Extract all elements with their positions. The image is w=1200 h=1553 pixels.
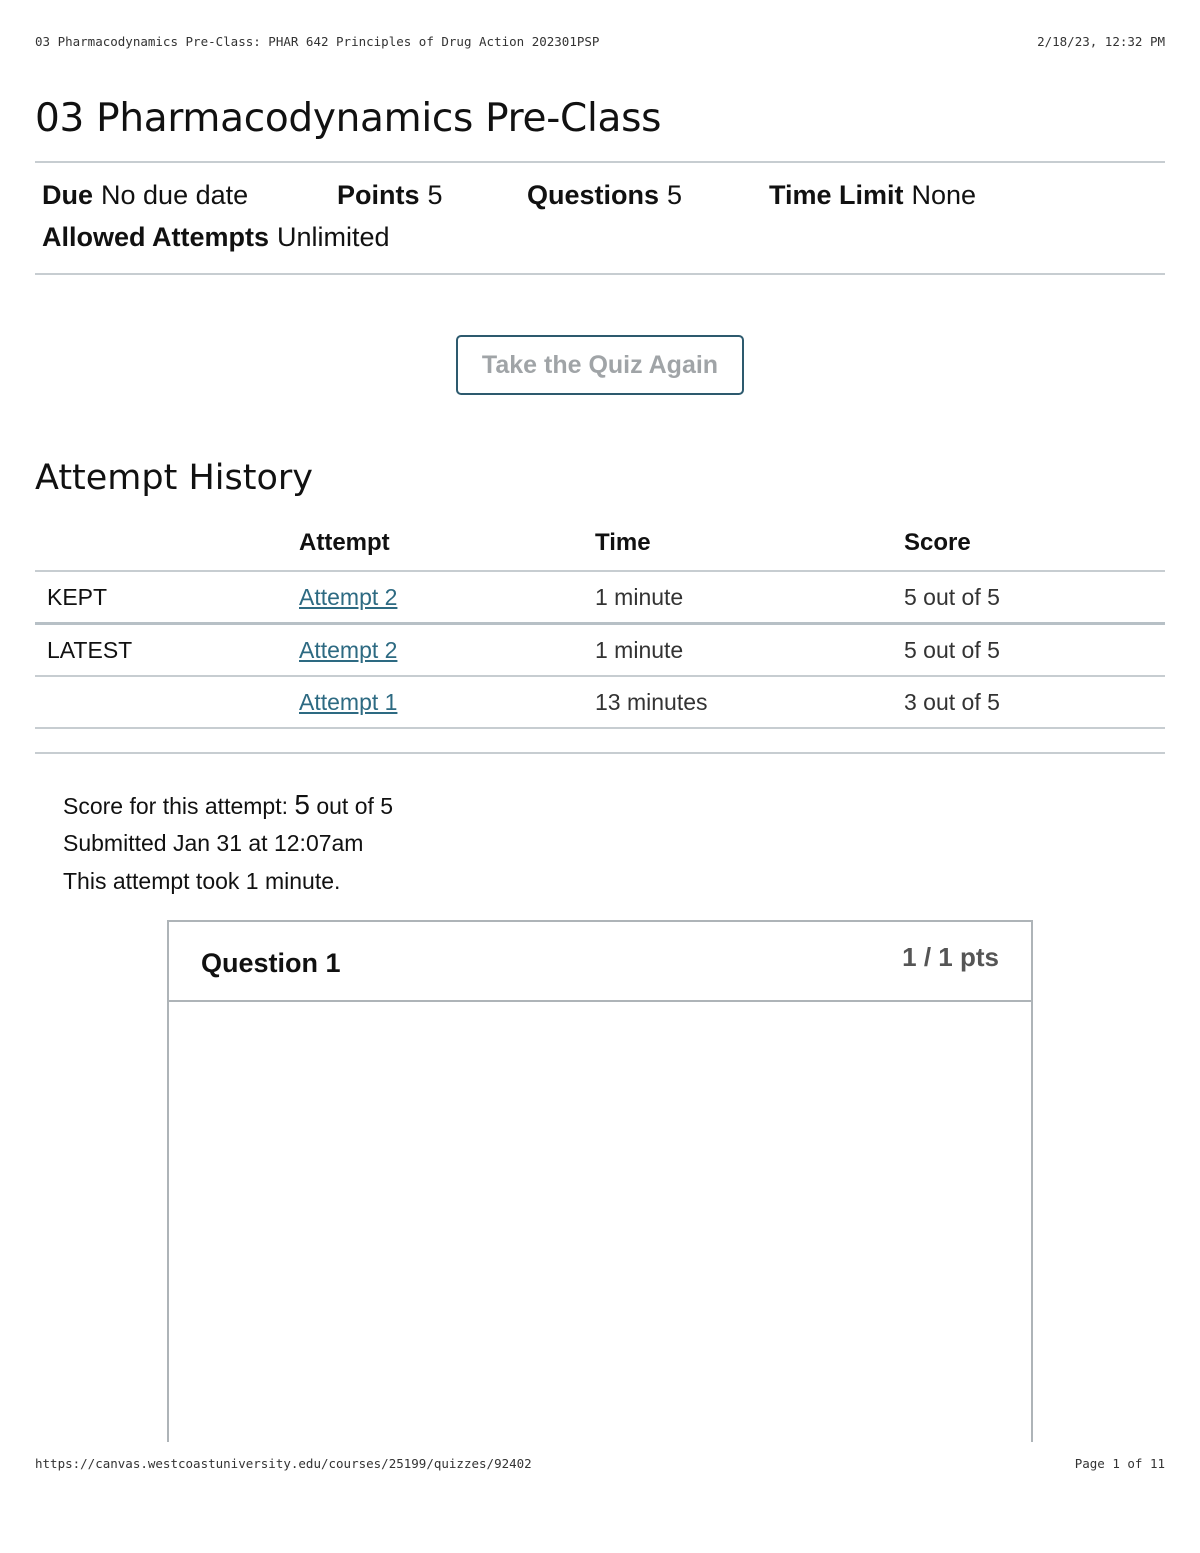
detail-allowed-attempts <box>42 222 390 253</box>
details-divider <box>35 273 1165 275</box>
score-prefix: Score for this attempt: <box>63 793 288 819</box>
row-divider <box>35 727 1165 729</box>
print-footer-url: https://canvas.westcoastuniversity.edu/courses/25199/quizzes/92402 <box>35 1456 532 1471</box>
table-row <box>35 625 1165 675</box>
page-title: 03 Pharmacodynamics Pre-Class <box>35 96 662 141</box>
attempt-time: 13 minutes <box>595 689 708 715</box>
submitted-line: Submitted Jan 31 at 12:07am <box>63 830 364 856</box>
detail-due <box>42 180 248 211</box>
column-header-time: Time <box>595 529 651 556</box>
attempt-link[interactable]: Attempt 2 <box>299 584 398 610</box>
attempt-score: 5 out of 5 <box>904 637 1000 663</box>
detail-time-limit-label: Time Limit <box>769 180 904 210</box>
attempt-summary <box>63 786 393 900</box>
detail-questions-label: Questions <box>527 180 660 210</box>
table-header-row <box>35 520 1165 570</box>
print-header-title: 03 Pharmacodynamics Pre-Class: PHAR 642 Principles of Drug Action 202301PSP <box>35 34 600 49</box>
detail-time-limit <box>769 180 976 211</box>
attempt-score-line <box>63 786 393 824</box>
print-footer <box>35 1456 1165 1474</box>
attempt-score: 5 out of 5 <box>904 584 1000 610</box>
question-title: Question 1 <box>201 948 341 978</box>
question-header <box>169 922 1031 1002</box>
attempt-history-table <box>35 520 1165 729</box>
print-header <box>35 34 1165 52</box>
detail-points <box>337 180 443 211</box>
attempt-history-title: Attempt History <box>35 458 313 498</box>
title-divider <box>35 161 1165 163</box>
score-value: 5 <box>294 789 310 820</box>
attempt-link[interactable]: Attempt 2 <box>299 637 398 663</box>
column-header-score: Score <box>904 529 971 556</box>
column-header-attempt: Attempt <box>299 529 390 556</box>
row-label: LATEST <box>47 637 133 663</box>
detail-attempts-label: Allowed Attempts <box>42 222 270 252</box>
score-suffix: out of 5 <box>316 793 394 819</box>
detail-attempts-value: Unlimited <box>277 222 390 252</box>
attempt-score: 3 out of 5 <box>904 689 1000 715</box>
take-quiz-again-button[interactable]: Take the Quiz Again <box>456 335 744 395</box>
table-row <box>35 572 1165 622</box>
detail-points-value: 5 <box>427 180 443 210</box>
attempt-link[interactable]: Attempt 1 <box>299 689 398 715</box>
question-card <box>167 920 1033 1442</box>
detail-due-label: Due <box>42 180 94 210</box>
print-header-timestamp: 2/18/23, 12:32 PM <box>1037 34 1165 49</box>
duration-line: This attempt took 1 minute. <box>63 868 341 894</box>
detail-questions-value: 5 <box>667 180 683 210</box>
table-row <box>35 677 1165 727</box>
detail-points-label: Points <box>337 180 420 210</box>
detail-time-limit-value: None <box>911 180 977 210</box>
detail-questions <box>527 180 682 211</box>
attempt-time: 1 minute <box>595 584 684 610</box>
history-divider <box>35 752 1165 754</box>
print-footer-page: Page 1 of 11 <box>1074 1456 1165 1471</box>
detail-due-value: No due date <box>101 180 249 210</box>
attempt-time: 1 minute <box>595 637 684 663</box>
question-points: 1 / 1 pts <box>902 942 999 972</box>
row-label: KEPT <box>47 584 108 610</box>
